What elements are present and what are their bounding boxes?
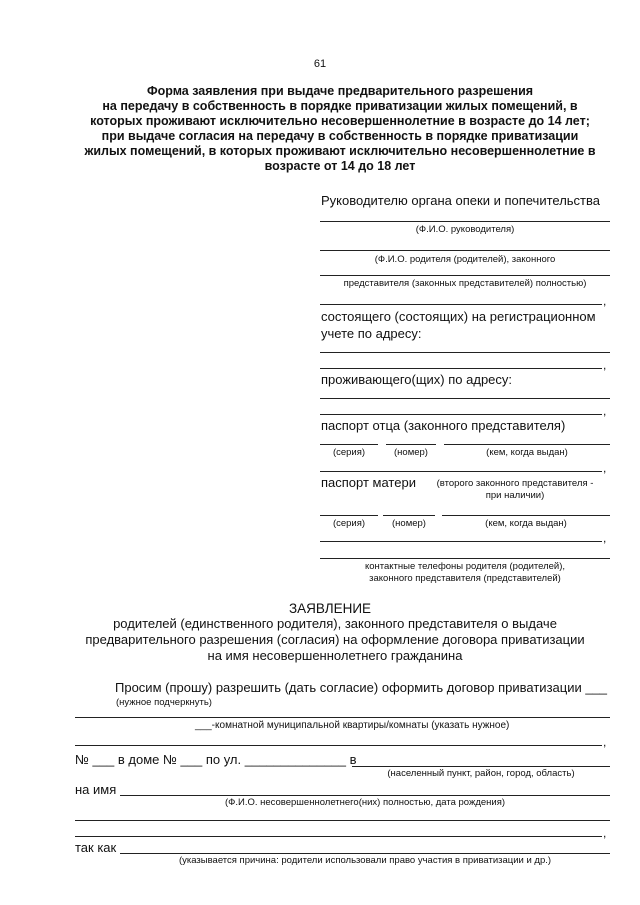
- title-line: на передачу в собственность в порядке приватизации жилых помещений, в: [102, 99, 578, 113]
- residing-address-field[interactable]: [320, 398, 610, 399]
- title-line: жилых помещений, в которых проживают исключительно несовершеннолетние в: [84, 144, 596, 158]
- mother-series-caption: (серия): [332, 518, 366, 529]
- father-issued-caption: (кем, когда выдан): [486, 447, 568, 458]
- mother-issued-field[interactable]: [442, 515, 610, 516]
- title-line: Форма заявления при выдаче предварительного разрешения: [146, 84, 534, 98]
- comma: ,: [603, 735, 607, 749]
- subtitle-line: на имя несовершеннолетнего гражданина: [207, 648, 463, 663]
- because-label: так как: [75, 840, 117, 855]
- parent-fio-field-3[interactable]: [320, 304, 602, 305]
- mother-number-field[interactable]: [383, 515, 435, 516]
- comma: ,: [603, 461, 607, 475]
- father-passport-field-2[interactable]: [320, 471, 602, 472]
- contacts-line: контактные телефоны родителя (родителей),: [364, 561, 566, 572]
- addressee-to: Руководителю органа опеки и попечительства: [321, 193, 600, 208]
- registered-address-field-2[interactable]: [320, 368, 602, 369]
- father-series-caption: (серия): [332, 447, 366, 458]
- settlement-field[interactable]: [352, 766, 610, 767]
- form-title: [60, 84, 620, 174]
- father-issued-field[interactable]: [444, 444, 610, 445]
- mother-note-line: (второго законного представителя -: [436, 478, 594, 489]
- head-fio-field[interactable]: [320, 221, 610, 222]
- subtitle-line: родителей (единственного родителя), законного представителя о выдаче: [113, 616, 557, 631]
- reason-field[interactable]: [120, 853, 610, 854]
- statement-subtitle: [40, 616, 630, 664]
- mother-series-field[interactable]: [320, 515, 378, 516]
- contacts-field[interactable]: [320, 558, 610, 559]
- title-line: при выдаче согласия на передачу в собственность в порядке приватизации: [101, 129, 579, 143]
- parent-fio-field[interactable]: [320, 250, 610, 251]
- father-number-field[interactable]: [386, 444, 436, 445]
- statement-heading: ЗАЯВЛЕНИЕ: [288, 601, 372, 616]
- parent-fio-caption-2: представителя (законных представителей) полностью): [343, 278, 587, 289]
- reason-caption: (указывается причина: родители использовали право участия в приватизации и др.): [178, 855, 552, 866]
- contacts-caption: [320, 561, 610, 585]
- title-line: которых проживают исключительно несовершеннолетние в возрасте до 14 лет;: [90, 114, 590, 128]
- registered-label: [321, 308, 596, 342]
- settlement-caption: (населенный пункт, район, город, область): [387, 768, 575, 779]
- comma: ,: [603, 531, 607, 545]
- minor-fio-field[interactable]: [120, 795, 610, 796]
- father-number-caption: (номер): [394, 447, 428, 458]
- registered-line: состоящего (состоящих) на регистрационном: [321, 309, 596, 324]
- underline-note: (нужное подчеркнуть): [116, 697, 212, 708]
- privatization-object-field[interactable]: [75, 717, 610, 718]
- privatization-object-field-2[interactable]: [75, 745, 602, 746]
- page-number: 61: [313, 58, 327, 70]
- minor-fio-caption: (Ф.И.О. несовершеннолетнего(них) полностью, дата рождения): [224, 797, 506, 808]
- registered-address-field[interactable]: [320, 352, 610, 353]
- mother-note-line: при наличии): [485, 490, 545, 501]
- minor-fio-field-2[interactable]: [75, 820, 610, 821]
- registered-line: учете по адресу:: [321, 326, 422, 341]
- address-line: № ___ в доме № ___ по ул. ______________ в: [75, 752, 357, 767]
- comma: ,: [603, 294, 607, 308]
- passport-mother-label: паспорт матери: [321, 475, 416, 490]
- request-text: Просим (прошу) разрешить (дать согласие) оформить договор приватизации ___: [115, 680, 608, 695]
- residing-address-field-2[interactable]: [320, 414, 602, 415]
- mother-note: [420, 478, 610, 502]
- mother-passport-field-2[interactable]: [320, 541, 602, 542]
- in-name-of-label: на имя: [75, 782, 117, 797]
- father-series-field[interactable]: [320, 444, 378, 445]
- mother-issued-caption: (кем, когда выдан): [485, 518, 567, 529]
- comma: ,: [603, 404, 607, 418]
- title-line: возрасте от 14 до 18 лет: [264, 159, 416, 173]
- mother-number-caption: (номер): [392, 518, 426, 529]
- minor-fio-field-3[interactable]: [75, 836, 602, 837]
- passport-father-label: паспорт отца (законного представителя): [321, 418, 566, 433]
- residing-label: проживающего(щих) по адресу:: [321, 372, 513, 387]
- subtitle-line: предварительного разрешения (согласия) на оформление договора приватизации: [85, 632, 585, 647]
- room-type-caption: ___-комнатной муниципальной квартиры/комнаты (указать нужное): [195, 720, 510, 731]
- contacts-line: законного представителя (представителей): [369, 573, 561, 584]
- comma: ,: [603, 358, 607, 372]
- parent-fio-caption: (Ф.И.О. родителя (родителей), законного: [374, 254, 556, 265]
- comma: ,: [603, 826, 607, 840]
- head-fio-caption: (Ф.И.О. руководителя): [415, 224, 515, 235]
- parent-fio-field-2[interactable]: [320, 275, 610, 276]
